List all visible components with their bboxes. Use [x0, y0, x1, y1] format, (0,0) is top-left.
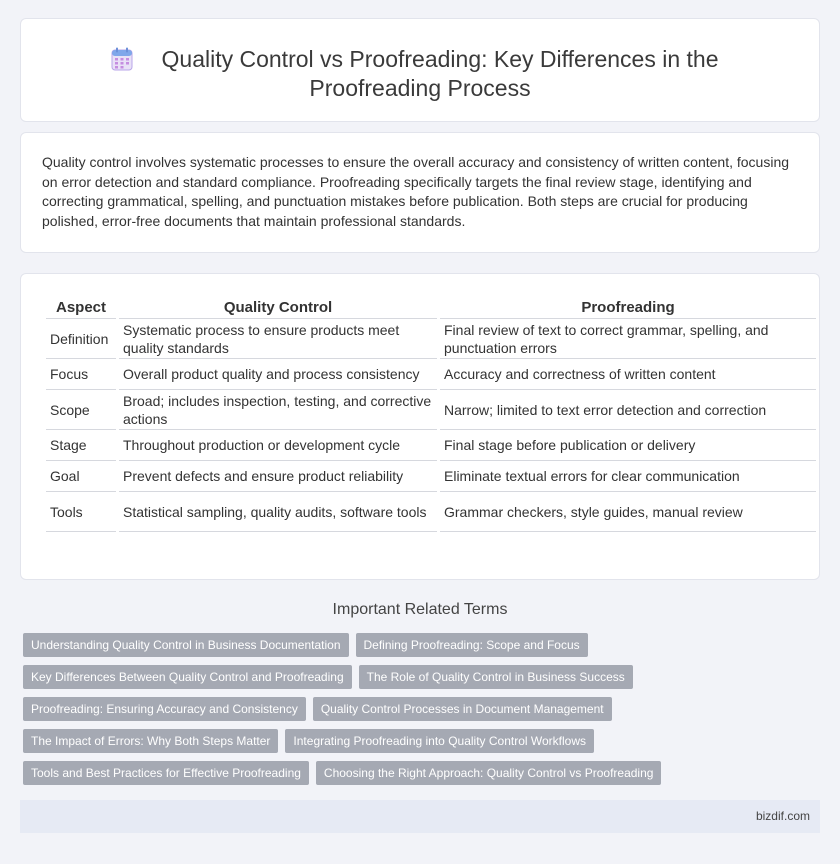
page-title-line2: Proofreading Process: [309, 75, 531, 101]
aspect-cell: Stage: [46, 430, 116, 461]
column-header-proofreading: Proofreading: [440, 297, 816, 319]
table-row: [46, 359, 816, 390]
table-row: [46, 492, 816, 532]
table-row: [46, 390, 816, 430]
aspect-cell: Focus: [46, 359, 116, 390]
aspect-cell: Tools: [46, 492, 116, 532]
aspect-cell: Goal: [46, 461, 116, 492]
proofreading-cell: Eliminate textual errors for clear communication: [440, 461, 816, 492]
related-term-tag[interactable]: Integrating Proofreading into Quality Control Workflows: [285, 729, 594, 753]
footer-bar: [20, 800, 820, 833]
related-term-tag[interactable]: Defining Proofreading: Scope and Focus: [356, 633, 588, 657]
proofreading-cell: Final review of text to correct grammar, spelling, and punctuation errors: [440, 319, 816, 359]
related-term-tag[interactable]: Tools and Best Practices for Effective Proofreading: [23, 761, 309, 785]
comparison-table: [43, 297, 819, 532]
related-term-tag[interactable]: Choosing the Right Approach: Quality Control vs Proofreading: [316, 761, 662, 785]
related-term-tag[interactable]: Quality Control Processes in Document Management: [313, 697, 612, 721]
proofreading-cell: Narrow; limited to text error detection and correction: [440, 390, 816, 430]
page-title-line1: Quality Control vs Proofreading: Key Differences in the: [161, 46, 719, 72]
related-terms-heading: Important Related Terms: [332, 601, 508, 618]
related-term-tag[interactable]: Key Differences Between Quality Control and Proofreading: [23, 665, 352, 689]
quality-control-cell: Overall product quality and process consistency: [119, 359, 437, 390]
table-row: [46, 461, 816, 492]
column-header-aspect: Aspect: [46, 297, 116, 319]
proofreading-cell: Final stage before publication or delivery: [440, 430, 816, 461]
column-header-quality-control: Quality Control: [119, 297, 437, 319]
quality-control-cell: Statistical sampling, quality audits, software tools: [119, 492, 437, 532]
quality-control-cell: Prevent defects and ensure product reliability: [119, 461, 437, 492]
quality-control-cell: Throughout production or development cycle: [119, 430, 437, 461]
related-term-tag[interactable]: Proofreading: Ensuring Accuracy and Consistency: [23, 697, 306, 721]
related-term-tag[interactable]: Understanding Quality Control in Business Documentation: [23, 633, 349, 657]
table-row: [46, 430, 816, 461]
related-term-tag[interactable]: The Impact of Errors: Why Both Steps Matter: [23, 729, 278, 753]
related-term-tag[interactable]: The Role of Quality Control in Business Success: [359, 665, 633, 689]
proofreading-cell: Accuracy and correctness of written content: [440, 359, 816, 390]
intro-paragraph: Quality control involves systematic processes to ensure the overall accuracy and consistency of written content, focusing on error detection and standard compliance. Proofreading specifically targets the final review stage, identifying and correcting grammatical, spelling, and punctuation mistakes before publication. Both steps are crucial for producing polished, error-free documents that maintain professional standards.: [42, 154, 790, 229]
quality-control-cell: Broad; includes inspection, testing, and corrective actions: [119, 390, 437, 430]
aspect-cell: Scope: [46, 390, 116, 430]
page-title: [21, 45, 819, 103]
quality-control-cell: Systematic process to ensure products meet quality standards: [119, 319, 437, 359]
intro-card: [20, 132, 820, 253]
related-terms-list: [23, 633, 803, 793]
title-card: [20, 18, 820, 122]
proofreading-cell: Grammar checkers, style guides, manual review: [440, 492, 816, 532]
footer-site-link[interactable]: bizdif.com: [755, 809, 810, 823]
comparison-card: [20, 273, 820, 580]
table-header-row: [46, 297, 816, 319]
table-row: [46, 319, 816, 359]
aspect-cell: Definition: [46, 319, 116, 359]
